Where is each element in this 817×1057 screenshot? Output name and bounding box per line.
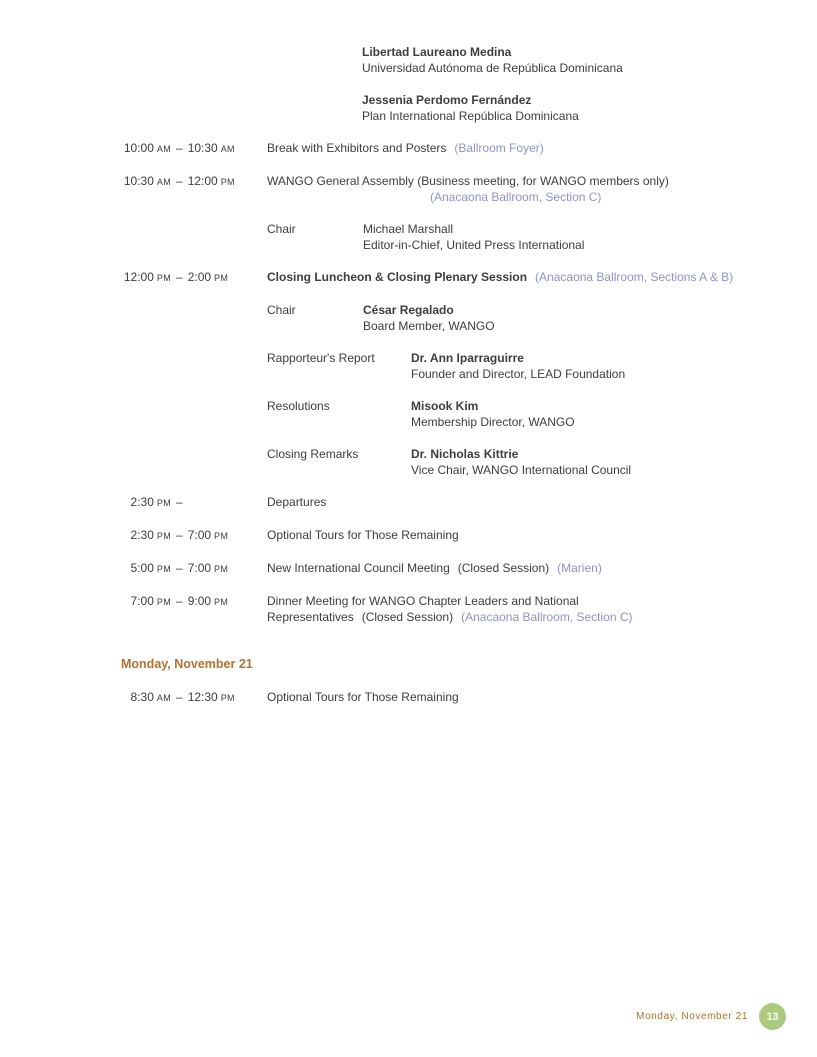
end-time-value: 12:30 (187, 690, 218, 704)
time-separator: – (176, 141, 183, 155)
role-person-affiliation: Board Member, WANGO (363, 319, 495, 333)
event-description (267, 494, 787, 510)
end-meridiem: PM (214, 597, 229, 607)
event-row (121, 494, 787, 511)
start-time-value: 7:00 (130, 594, 154, 608)
event-title-continued: Representatives (267, 610, 354, 624)
presenter-affiliation: Universidad Autónoma de República Dominicana (362, 61, 623, 75)
start-meridiem: PM (156, 498, 171, 508)
presenter (362, 92, 787, 124)
end-time-value: 9:00 (187, 594, 212, 608)
event-description (267, 593, 787, 625)
end-meridiem: PM (214, 531, 229, 541)
start-time (121, 269, 171, 286)
end-time (188, 140, 235, 157)
role-person-name: Misook Kim (411, 399, 479, 413)
event-location: (Ballroom Foyer) (454, 141, 544, 155)
presenter-name: Jessenia Perdomo Fernández (362, 93, 532, 107)
role-label: Closing Remarks (267, 447, 359, 461)
role-person (411, 398, 787, 430)
start-meridiem: AM (156, 144, 171, 154)
start-time-value: 8:30 (130, 690, 154, 704)
role-person-affiliation: Founder and Director, LEAD Foundation (411, 367, 626, 381)
event-title: Departures (267, 495, 327, 509)
role-person (363, 221, 787, 253)
start-time (121, 689, 171, 706)
start-time-value: 2:30 (130, 495, 154, 509)
event-row (121, 173, 787, 205)
event-time (121, 173, 267, 190)
end-time-value: 7:00 (187, 561, 212, 575)
event-title: Optional Tours for Those Remaining (267, 528, 459, 542)
end-meridiem: PM (214, 564, 229, 574)
role-person-name: César Regalado (363, 303, 454, 317)
event-time (121, 689, 267, 706)
event-note: (Closed Session) (457, 561, 550, 575)
end-time-value: 2:00 (187, 270, 212, 284)
time-separator: – (176, 561, 183, 575)
start-time-value: 10:00 (123, 141, 154, 155)
role-label: Chair (267, 303, 296, 317)
event-description (267, 527, 787, 543)
end-time (188, 593, 228, 610)
role-person-name: Dr. Ann Iparraguirre (411, 351, 524, 365)
event-description (267, 140, 787, 156)
start-time (121, 494, 171, 511)
event-row (121, 527, 787, 544)
page-number-badge: 13 (759, 1003, 786, 1030)
session-role-row (267, 221, 787, 253)
end-meridiem: AM (220, 144, 235, 154)
event-title: New International Council Meeting (267, 561, 450, 575)
role-label: Resolutions (267, 399, 330, 413)
time-separator: – (176, 270, 183, 284)
end-time-value: 7:00 (187, 528, 212, 542)
event-time (121, 140, 267, 157)
end-time (188, 560, 228, 577)
event-location: (Anacaona Ballroom, Sections A & B) (535, 270, 734, 284)
time-separator: – (176, 174, 183, 188)
start-time (121, 173, 171, 190)
event-title: Break with Exhibitors and Posters (267, 141, 447, 155)
event-location: (Anacaona Ballroom, Section C) (430, 190, 602, 204)
time-separator: – (176, 594, 183, 608)
end-meridiem: PM (220, 693, 235, 703)
event-description (267, 269, 787, 285)
start-time (121, 593, 171, 610)
time-separator: – (176, 528, 183, 542)
role-label: Chair (267, 222, 296, 236)
start-meridiem: PM (156, 564, 171, 574)
event-location: (Anacaona Ballroom, Section C) (461, 610, 633, 624)
start-time-value: 10:30 (123, 174, 154, 188)
session-role-row (267, 302, 787, 334)
event-time (121, 593, 267, 610)
event-time (121, 527, 267, 544)
event-row (121, 140, 787, 157)
role-person-name: Michael Marshall (363, 222, 454, 236)
event-row (121, 593, 787, 625)
event-location: (Marien) (557, 561, 602, 575)
start-time-value: 2:30 (130, 528, 154, 542)
day-heading: Monday, November 21 (121, 657, 253, 671)
page-footer (636, 1003, 786, 1030)
event-time (121, 269, 267, 286)
start-time (121, 140, 171, 157)
start-meridiem: PM (156, 273, 171, 283)
end-time (188, 527, 228, 544)
role-person-affiliation: Editor-in-Chief, United Press International (363, 238, 585, 252)
end-time-value: 10:30 (187, 141, 218, 155)
start-meridiem: PM (156, 597, 171, 607)
time-separator: – (176, 495, 183, 509)
role-label: Rapporteur's Report (267, 351, 375, 365)
session-role-row (267, 350, 787, 382)
end-time (188, 173, 235, 190)
event-title: Optional Tours for Those Remaining (267, 690, 459, 704)
event-note: (Closed Session) (361, 610, 454, 624)
event-description (267, 689, 787, 705)
event-row (121, 269, 787, 286)
end-time (188, 269, 228, 286)
event-time (121, 494, 267, 511)
role-person-name: Dr. Nicholas Kittrie (411, 447, 519, 461)
start-meridiem: AM (156, 177, 171, 187)
start-meridiem: PM (156, 531, 171, 541)
event-title: Dinner Meeting for WANGO Chapter Leaders and National (267, 594, 579, 608)
event-title: WANGO General Assembly (Business meeting, for WANGO members only) (267, 174, 669, 188)
time-separator: – (176, 690, 183, 704)
event-row (121, 560, 787, 577)
event-time (121, 560, 267, 577)
event-row (121, 689, 787, 706)
role-person (411, 350, 787, 382)
end-time (188, 689, 235, 706)
footer-day-label: Monday, November 21 (636, 1010, 748, 1022)
end-meridiem: PM (214, 273, 229, 283)
start-time (121, 560, 171, 577)
start-time (121, 527, 171, 544)
role-person-affiliation: Membership Director, WANGO (411, 415, 575, 429)
start-time-value: 12:00 (123, 270, 154, 284)
role-person (411, 446, 787, 478)
start-time-value: 5:00 (130, 561, 154, 575)
presenter-affiliation: Plan International República Dominicana (362, 109, 579, 123)
session-role-row (267, 398, 787, 430)
event-description (267, 560, 787, 576)
end-meridiem: PM (220, 177, 235, 187)
presenter-name: Libertad Laureano Medina (362, 45, 512, 59)
presenters-block (362, 44, 787, 124)
session-role-row (267, 446, 787, 478)
presenter (362, 44, 787, 76)
start-meridiem: AM (156, 693, 171, 703)
event-description (267, 173, 787, 205)
role-person (363, 302, 787, 334)
end-time-value: 12:00 (187, 174, 218, 188)
role-person-affiliation: Vice Chair, WANGO International Council (411, 463, 632, 477)
event-title-line2 (267, 609, 787, 625)
event-title: Closing Luncheon & Closing Plenary Session (267, 270, 528, 284)
